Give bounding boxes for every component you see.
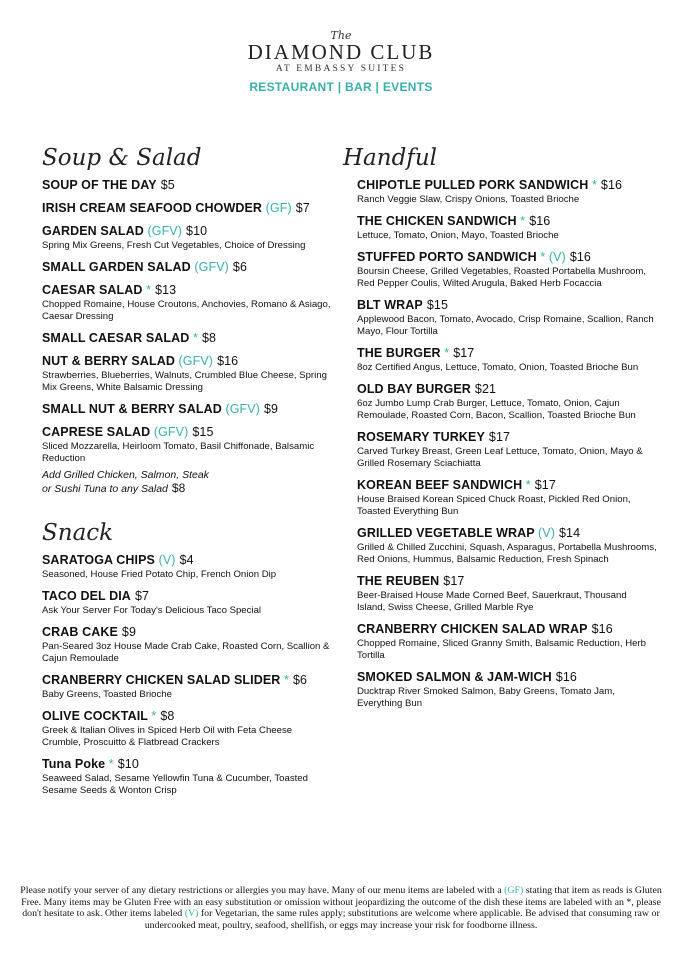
menu-item xyxy=(42,756,332,797)
salad-addon xyxy=(42,469,332,496)
menu-item-title xyxy=(357,669,657,685)
menu-item xyxy=(42,177,332,193)
menu-item-description: Boursin Cheese, Grilled Vegetables, Roasted Portabella Mushroom, Red Pepper Coulis, Wilted Arugula, Baked Herb Focaccia xyxy=(357,266,647,289)
menu-item xyxy=(357,381,657,422)
menu-item xyxy=(42,401,332,417)
menu-item-description: Carved Turkey Breast, Green Leaf Lettuce, Tomato, Onion, Mayo & Grilled Rosemary Sciachiatta xyxy=(357,446,643,469)
menu-item-description: Grilled & Chilled Zucchini, Squash, Asparagus, Portabella Mushrooms, Red Onions, Hummus, Balsamic Reduction, Fresh Spinach xyxy=(357,542,657,565)
menu-item-description: Beer-Braised House Made Corned Beef, Sauerkraut, Thousand Island, Swiss Cheese, Grilled Marble Rye xyxy=(357,590,627,613)
menu-item xyxy=(42,672,332,701)
menu-item-title xyxy=(42,424,332,440)
menu-item-name: THE REUBEN xyxy=(357,574,440,588)
menu-item-price: $16 xyxy=(600,178,623,192)
menu-item-title xyxy=(357,381,657,397)
menu-item xyxy=(42,424,332,465)
menu-item-tag: (GFV) xyxy=(147,224,183,238)
menu-item-title xyxy=(42,401,332,417)
menu-item-description: House Braised Korean Spiced Chuck Roast, Pickled Red Onion, Toasted Everything Bun xyxy=(357,494,631,517)
menu-item-price: $16 xyxy=(529,214,551,228)
menu-item-tag: * xyxy=(284,673,289,687)
snack-list xyxy=(42,552,332,797)
menu-item-description: Lettuce, Tomato, Onion, Mayo, Toasted Brioche xyxy=(357,230,559,241)
menu-item-tag: (GFV) xyxy=(225,402,260,416)
menu-item-title xyxy=(357,213,657,229)
addon-line-1: Add Grilled Chicken, Salmon, Steak xyxy=(42,469,209,481)
menu-item-title xyxy=(357,177,657,193)
menu-item-name: OLD BAY BURGER xyxy=(357,382,471,396)
menu-item-title xyxy=(42,672,332,688)
menu-item-name: KOREAN BEEF SANDWICH xyxy=(357,478,523,492)
menu-item-name: OLIVE COCKTAIL xyxy=(42,709,148,723)
soup-salad-list xyxy=(42,177,332,465)
menu-item-title xyxy=(357,429,657,445)
menu-item-name: SMALL NUT & BERRY SALAD xyxy=(42,402,222,416)
menu-item xyxy=(357,669,657,710)
menu-item-name: CRAB CAKE xyxy=(42,625,118,639)
menu-item-price: $7 xyxy=(295,201,310,215)
menu-item-title xyxy=(42,259,332,275)
menu-item-name: GRILLED VEGETABLE WRAP xyxy=(357,526,535,540)
menu-item-title xyxy=(42,588,332,604)
menu-item xyxy=(357,621,657,662)
section-title-soup-salad: Soup & Salad xyxy=(42,145,202,171)
menu-item-title xyxy=(357,525,657,541)
menu-item-title xyxy=(42,552,332,568)
menu-item-title xyxy=(357,621,657,637)
menu-item-tag: (GFV) xyxy=(178,354,214,368)
menu-item-name: SARATOGA CHIPS xyxy=(42,553,155,567)
notice-part-2: stating that item as reads is Gluten Free. Many items may be Gluten Free with an easy substitution or omission without jeopardizing the outcome of the dish these items are labeled with an *, please don't hesitate to ask. Other items labeled xyxy=(21,885,662,919)
menu-item xyxy=(357,573,657,614)
menu-item-title xyxy=(42,624,332,640)
menu-item-name: NUT & BERRY SALAD xyxy=(42,354,175,368)
menu-item-price: $9 xyxy=(121,625,137,639)
menu-item xyxy=(357,177,657,206)
menu-item-description: Applewood Bacon, Tomato, Avocado, Crisp Romaine, Scallion, Ranch Mayo, Flour Tortilla xyxy=(357,314,654,337)
menu-item-title xyxy=(42,330,332,346)
menu-item-price: $14 xyxy=(559,526,581,540)
menu-item-name: IRISH CREAM SEAFOOD CHOWDER xyxy=(42,201,263,215)
menu-item-tag: (V) xyxy=(158,553,176,567)
menu-item-description: Baby Greens, Toasted Brioche xyxy=(42,689,172,700)
menu-item-description: Pan-Seared 3oz House Made Crab Cake, Roasted Corn, Scallion & Cajun Remoulade xyxy=(42,641,330,664)
menu-item-name: SMALL GARDEN SALAD xyxy=(42,260,191,274)
menu-item-description: Ask Your Server For Today's Delicious Taco Special xyxy=(42,605,262,616)
right-column xyxy=(343,143,657,717)
allergy-notice xyxy=(20,885,662,931)
menu-item-price: $8 xyxy=(201,331,217,345)
menu-item-price: $13 xyxy=(155,283,177,297)
menu-item-title xyxy=(42,177,332,193)
menu-item-name: BLT WRAP xyxy=(357,298,423,312)
menu-item-price: $16 xyxy=(569,250,591,264)
menu-item-title xyxy=(357,573,657,589)
section-title-snack: Snack xyxy=(42,520,114,546)
menu-item-tag: * xyxy=(192,331,198,345)
menu-item-price: $15 xyxy=(192,425,214,439)
menu-item-price: $6 xyxy=(292,673,308,687)
menu-item-title xyxy=(42,223,332,239)
menu-item-price: $9 xyxy=(263,402,279,416)
menu-item-name: CAESAR SALAD xyxy=(42,283,143,297)
menu-item-title xyxy=(357,477,657,493)
menu-item-title xyxy=(42,282,332,298)
menu-item-price: $21 xyxy=(474,382,497,396)
menu-item xyxy=(357,429,657,470)
menu-item-name: CAPRESE SALAD xyxy=(42,425,151,439)
menu-item-title xyxy=(357,297,657,313)
logo-club-name: DIAMOND CLUB xyxy=(247,40,435,64)
notice-part-3: for Vegetarian, the same rules apply; substitutions are welcome where applicable. Be advised that consuming raw or undercooked meat, poultry, seafood, shellfish, or eggs may increase your risk for foodborne illness. xyxy=(144,908,660,931)
menu-item xyxy=(357,345,657,374)
menu-item-tag: * xyxy=(146,283,152,297)
menu-item-tag: * xyxy=(444,346,450,360)
menu-item-price: $16 xyxy=(217,354,239,368)
menu-item-name: Tuna Poke xyxy=(42,757,106,771)
menu-item-tag: * (V) xyxy=(540,250,566,264)
menu-item-tag: (GFV) xyxy=(194,260,229,274)
menu-item-title xyxy=(42,708,332,724)
addon-price: $8 xyxy=(171,481,186,495)
menu-item-price: $17 xyxy=(534,478,556,492)
menu-item-price: $16 xyxy=(555,670,577,684)
menu-item-price: $5 xyxy=(160,178,175,192)
menu-item-description: 6oz Jumbo Lump Crab Burger, Lettuce, Tomato, Onion, Cajun Remoulade, Roasted Corn, Bacon, Scallion, Toasted Brioche Bun xyxy=(357,398,636,421)
menu-item-tag: * xyxy=(591,178,597,192)
menu-item-tag: (GF) xyxy=(265,201,292,215)
menu-item-title xyxy=(42,353,332,369)
menu-item-price: $17 xyxy=(443,574,465,588)
menu-item-price: $4 xyxy=(179,553,194,567)
menu-item-description: Ranch Veggie Slaw, Crispy Onions, Toasted Brioche xyxy=(357,194,580,205)
menu-item-name: CHIPOTLE PULLED PORK SANDWICH xyxy=(357,178,589,192)
menu-item-name: SOUP OF THE DAY xyxy=(42,178,157,192)
menu-item-name: THE CHICKEN SANDWICH xyxy=(357,214,517,228)
section-title-handful: Handful xyxy=(343,145,437,171)
menu-item-price: $15 xyxy=(426,298,448,312)
menu-item-price: $17 xyxy=(453,346,475,360)
menu-item xyxy=(357,477,657,518)
menu-item-price: $10 xyxy=(117,757,139,771)
menu-item xyxy=(42,353,332,394)
notice-part-1: Please notify your server of any dietary restrictions or allergies you may have. Many of our menu items are labeled with a xyxy=(20,885,505,896)
menu-item-description: Sliced Mozzarella, Heirloom Tomato, Basil Chiffonade, Balsamic Reduction xyxy=(42,441,315,464)
menu-item-name: GARDEN SALAD xyxy=(42,224,144,238)
menu-item-tag: * xyxy=(525,478,531,492)
menu-item-price: $10 xyxy=(186,224,208,238)
menu-item-description: Spring Mix Greens, Fresh Cut Vegetables, Choice of Dressing xyxy=(42,240,306,251)
menu-item-name: TACO DEL DIA xyxy=(42,589,131,603)
menu-item-name: SMALL CAESAR SALAD xyxy=(42,331,190,345)
menu-item-title xyxy=(42,756,332,772)
menu-item-name: ROSEMARY TURKEY xyxy=(357,430,485,444)
menu-item-tag: * xyxy=(520,214,526,228)
notice-gf-tag: (GF) xyxy=(504,885,524,896)
menu-item-price: $7 xyxy=(134,589,150,603)
menu-item-price: $16 xyxy=(591,622,613,636)
menu-item-description: Chopped Romaine, House Croutons, Anchovies, Romano & Asiago, Caesar Dressing xyxy=(42,299,331,322)
menu-item xyxy=(42,259,332,275)
menu-item-description: Strawberries, Blueberries, Walnuts, Crumbled Blue Cheese, Spring Mix Greens, White Balsamic Dressing xyxy=(42,370,327,393)
left-column xyxy=(42,143,332,804)
menu-item-tag: (GFV) xyxy=(153,425,189,439)
menu-item xyxy=(357,249,657,290)
menu-item xyxy=(357,297,657,338)
menu-item-description: Chopped Romaine, Sliced Granny Smith, Balsamic Reduction, Herb Tortilla xyxy=(357,638,647,661)
menu-item xyxy=(42,588,332,617)
menu-item-tag: (V) xyxy=(538,526,555,540)
menu-item-title xyxy=(357,345,657,361)
menu-item-name: CRANBERRY CHICKEN SALAD SLIDER xyxy=(42,673,281,687)
menu-item-description: Seasoned, House Fried Potato Chip, French Onion Dip xyxy=(42,569,277,580)
menu-item xyxy=(42,624,332,665)
notice-v-tag: (V) xyxy=(184,908,199,919)
menu-item-tag: * xyxy=(108,757,114,771)
menu-item xyxy=(357,213,657,242)
menu-item-name: CRANBERRY CHICKEN SALAD WRAP xyxy=(357,622,588,636)
menu-item-name: SMOKED SALMON & JAM-WICH xyxy=(357,670,552,684)
menu-item-description: 8oz Certified Angus, Lettuce, Tomato, Onion, Toasted Brioche Bun xyxy=(357,362,639,373)
addon-line-2: or Sushi Tuna to any Salad xyxy=(42,483,168,495)
logo-subtitle: AT EMBASSY SUITES xyxy=(275,64,407,74)
menu-item-description: Greek & Italian Olives in Spiced Herb Oil with Feta Cheese Crumble, Proscuitto & Flatbread Crackers xyxy=(42,725,293,748)
menu-item xyxy=(42,330,332,346)
menu-item-price: $6 xyxy=(232,260,248,274)
logo-the: The xyxy=(330,29,352,42)
menu-item-title xyxy=(357,249,657,265)
menu-item xyxy=(357,525,657,566)
menu-item xyxy=(42,223,332,252)
menu-item-description: Seaweed Salad, Sesame Yellowfin Tuna & Cucumber, Toasted Sesame Seeds & Wonton Crisp xyxy=(42,773,308,796)
menu-item-price: $8 xyxy=(160,709,175,723)
menu-item-price: $17 xyxy=(488,430,511,444)
menu-item xyxy=(42,282,332,323)
handful-list xyxy=(357,177,657,710)
menu-item xyxy=(42,552,332,581)
menu-item xyxy=(42,200,332,216)
menu-item xyxy=(42,708,332,749)
menu-item-name: THE BURGER xyxy=(357,346,441,360)
menu-header xyxy=(0,30,682,94)
menu-item-name: STUFFED PORTO SANDWICH xyxy=(357,250,537,264)
menu-item-description: Ducktrap River Smoked Salmon, Baby Greens, Tomato Jam, Everything Bun xyxy=(357,686,615,709)
tagline: RESTAURANT | BAR | EVENTS xyxy=(249,80,433,94)
menu-item-title xyxy=(42,200,332,216)
menu-item-tag: * xyxy=(151,709,157,723)
